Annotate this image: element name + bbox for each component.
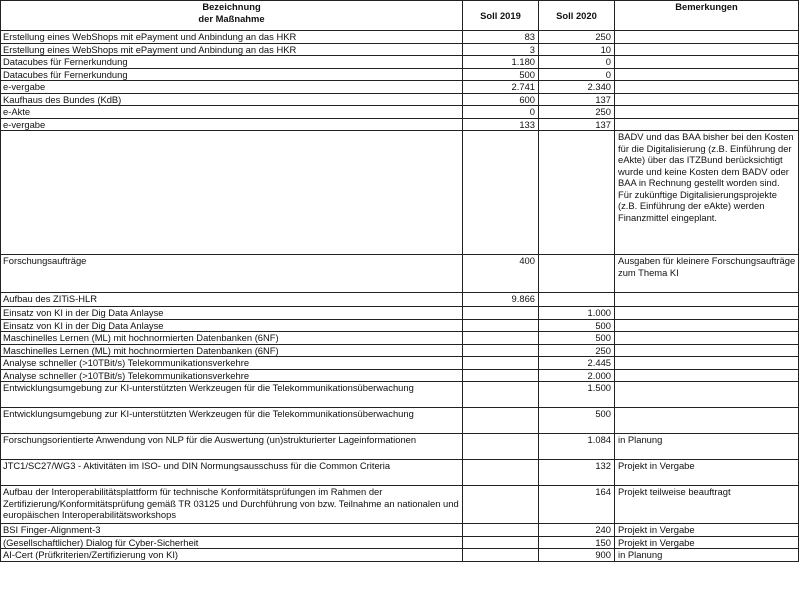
- header-bemerkungen: Bemerkungen: [615, 1, 799, 31]
- table-row: [1, 434, 799, 460]
- cell-soll-2020: 164: [539, 486, 615, 524]
- cell-bemerkung: [615, 369, 799, 382]
- cell-soll-2020: 2.445: [539, 357, 615, 370]
- cell-soll-2020: 240: [539, 524, 615, 537]
- table-row: [1, 255, 799, 293]
- table-row: [1, 549, 799, 562]
- cell-bezeichnung: Analyse schneller (>10TBit/s) Telekommunikationsverkehre: [1, 357, 463, 370]
- cell-bemerkung: [615, 31, 799, 44]
- table-row: [1, 486, 799, 524]
- cell-bezeichnung: (Gesellschaftlicher) Dialog für Cyber-Sicherheit: [1, 536, 463, 549]
- cell-bezeichnung: BSI Finger-Alignment-3: [1, 524, 463, 537]
- cell-bemerkung: [615, 344, 799, 357]
- cell-soll-2020: 132: [539, 460, 615, 486]
- cell-soll-2020: 500: [539, 319, 615, 332]
- cell-soll-2019: 400: [463, 255, 539, 293]
- table-row: [1, 344, 799, 357]
- table-row: [1, 93, 799, 106]
- header-soll-2020: Soll 2020: [539, 1, 615, 31]
- cell-bemerkung: Projekt in Vergabe: [615, 536, 799, 549]
- cell-bezeichnung: Maschinelles Lernen (ML) mit hochnormierten Datenbanken (6NF): [1, 344, 463, 357]
- cell-soll-2020: 1.000: [539, 307, 615, 320]
- cell-bezeichnung: Einsatz von KI in der Dig Data Anlayse: [1, 307, 463, 320]
- table-row: [1, 56, 799, 69]
- table-row: [1, 382, 799, 408]
- cell-soll-2020: 900: [539, 549, 615, 562]
- cell-bezeichnung: Aufbau des ZITiS-HLR: [1, 293, 463, 307]
- cell-soll-2019: [463, 332, 539, 345]
- cell-bemerkung: [615, 56, 799, 69]
- cell-soll-2020: [539, 293, 615, 307]
- cell-soll-2020: 1.084: [539, 434, 615, 460]
- cell-bezeichnung: Datacubes für Fernerkundung: [1, 68, 463, 81]
- cell-bezeichnung: JTC1/SC27/WG3 - Aktivitäten im ISO- und DIN Normungsausschuss für die Common Criteria: [1, 460, 463, 486]
- cell-bemerkung: [615, 319, 799, 332]
- table-row: [1, 536, 799, 549]
- cell-bezeichnung: [1, 131, 463, 255]
- cell-soll-2019: [463, 307, 539, 320]
- cell-soll-2019: 600: [463, 93, 539, 106]
- table-row: [1, 357, 799, 370]
- cell-bezeichnung: Forschungsorientierte Anwendung von NLP für die Auswertung (un)strukturierter Lageinformationen: [1, 434, 463, 460]
- cell-soll-2019: [463, 319, 539, 332]
- cell-bezeichnung: Kaufhaus des Bundes (KdB): [1, 93, 463, 106]
- cell-soll-2020: 500: [539, 332, 615, 345]
- cell-bemerkung: [615, 307, 799, 320]
- cell-soll-2019: [463, 486, 539, 524]
- cell-bezeichnung: e-Akte: [1, 106, 463, 119]
- cell-soll-2020: 1.500: [539, 382, 615, 408]
- cell-bemerkung: [615, 118, 799, 131]
- cell-bezeichnung: Entwicklungsumgebung zur KI-unterstützten Werkzeugen für die Telekommunikationsüberwachung: [1, 408, 463, 434]
- cell-bemerkung: Ausgaben für kleinere Forschungsaufträge zum Thema KI: [615, 255, 799, 293]
- cell-soll-2019: [463, 369, 539, 382]
- cell-soll-2020: 250: [539, 106, 615, 119]
- cell-bezeichnung: Maschinelles Lernen (ML) mit hochnormierten Datenbanken (6NF): [1, 332, 463, 345]
- cell-bemerkung: [615, 43, 799, 56]
- cell-bemerkung: [615, 382, 799, 408]
- table-row: [1, 524, 799, 537]
- cell-soll-2020: 137: [539, 118, 615, 131]
- table-row: [1, 43, 799, 56]
- cell-bemerkung: [615, 332, 799, 345]
- cell-bemerkung: Projekt teilweise beauftragt: [615, 486, 799, 524]
- cell-bemerkung: [615, 93, 799, 106]
- cell-soll-2019: 2.741: [463, 81, 539, 94]
- cell-bemerkung: [615, 81, 799, 94]
- cell-soll-2020: 2.340: [539, 81, 615, 94]
- cell-bemerkung: [615, 68, 799, 81]
- cell-bezeichnung: Erstellung eines WebShops mit ePayment und Anbindung an das HKR: [1, 43, 463, 56]
- cell-soll-2020: 0: [539, 56, 615, 69]
- cell-soll-2020: 137: [539, 93, 615, 106]
- cell-soll-2019: [463, 549, 539, 562]
- cell-bezeichnung: AI-Cert (Prüfkriterien/Zertifizierung von KI): [1, 549, 463, 562]
- cell-soll-2019: [463, 536, 539, 549]
- cell-soll-2020: 10: [539, 43, 615, 56]
- cell-soll-2019: 3: [463, 43, 539, 56]
- cell-soll-2019: 1.180: [463, 56, 539, 69]
- table-row: [1, 68, 799, 81]
- cell-soll-2020: 2.000: [539, 369, 615, 382]
- cell-bezeichnung: Aufbau der Interoperabilitätsplattform für technische Konformitätsprüfungen im Rahmen der Zertifizierung/Konformitätsprüfung gemäß TR 03125 und Durchführung von bzw. Teilnahme an nationalen und europäischen Interoperabilitätsworkshops: [1, 486, 463, 524]
- table-row: [1, 118, 799, 131]
- header-row: [1, 1, 799, 31]
- cell-bemerkung: [615, 408, 799, 434]
- table-row: [1, 106, 799, 119]
- cell-soll-2019: 9.866: [463, 293, 539, 307]
- cell-bezeichnung: Entwicklungsumgebung zur KI-unterstützten Werkzeugen für die Telekommunikationsüberwachung: [1, 382, 463, 408]
- cell-soll-2020: 150: [539, 536, 615, 549]
- cell-bemerkung: [615, 357, 799, 370]
- cell-bemerkung: [615, 293, 799, 307]
- table-row: [1, 131, 799, 255]
- cell-soll-2019: [463, 434, 539, 460]
- cell-soll-2019: [463, 382, 539, 408]
- cell-soll-2020: 250: [539, 344, 615, 357]
- cell-bemerkung: in Planung: [615, 434, 799, 460]
- cell-bemerkung: BADV und das BAA bisher bei den Kosten für die Digitalisierung (z.B. Einführung der eAkte) über das ITZBund berücksichtigt wurde und keine Kosten dem BADV oder BAA in Rechnung gestellt worden sind. Für zukünftige Digitalisierungsprojekte (z.B. Einführung der eAkte) werden Finanzmittel eingeplant.: [615, 131, 799, 255]
- cell-soll-2019: [463, 131, 539, 255]
- cell-soll-2019: 500: [463, 68, 539, 81]
- header-bezeichnung: Bezeichnung der Maßnahme: [1, 1, 463, 31]
- cell-bemerkung: Projekt in Vergabe: [615, 460, 799, 486]
- header-soll-2019: Soll 2019: [463, 1, 539, 31]
- cell-soll-2019: 83: [463, 31, 539, 44]
- table-row: [1, 307, 799, 320]
- table-row: [1, 460, 799, 486]
- table-row: [1, 293, 799, 307]
- cell-soll-2019: [463, 460, 539, 486]
- cell-soll-2019: 0: [463, 106, 539, 119]
- cell-soll-2019: [463, 357, 539, 370]
- cell-bezeichnung: Datacubes für Fernerkundung: [1, 56, 463, 69]
- cell-soll-2019: [463, 344, 539, 357]
- cell-soll-2019: 133: [463, 118, 539, 131]
- table-row: [1, 31, 799, 44]
- table-row: [1, 332, 799, 345]
- table-row: [1, 369, 799, 382]
- cell-bezeichnung: Einsatz von KI in der Dig Data Anlayse: [1, 319, 463, 332]
- cell-soll-2020: 250: [539, 31, 615, 44]
- cell-soll-2020: [539, 131, 615, 255]
- cell-bemerkung: [615, 106, 799, 119]
- cell-soll-2019: [463, 524, 539, 537]
- cell-bezeichnung: Forschungsaufträge: [1, 255, 463, 293]
- cell-bezeichnung: e-vergabe: [1, 118, 463, 131]
- table-row: [1, 408, 799, 434]
- table-row: [1, 319, 799, 332]
- cell-soll-2020: [539, 255, 615, 293]
- cell-bezeichnung: Erstellung eines WebShops mit ePayment und Anbindung an das HKR: [1, 31, 463, 44]
- cell-soll-2020: 500: [539, 408, 615, 434]
- cell-soll-2019: [463, 408, 539, 434]
- cell-bezeichnung: Analyse schneller (>10TBit/s) Telekommunikationsverkehre: [1, 369, 463, 382]
- cell-soll-2020: 0: [539, 68, 615, 81]
- cell-bezeichnung: e-vergabe: [1, 81, 463, 94]
- cell-bemerkung: Projekt in Vergabe: [615, 524, 799, 537]
- cell-bemerkung: in Planung: [615, 549, 799, 562]
- table-row: [1, 81, 799, 94]
